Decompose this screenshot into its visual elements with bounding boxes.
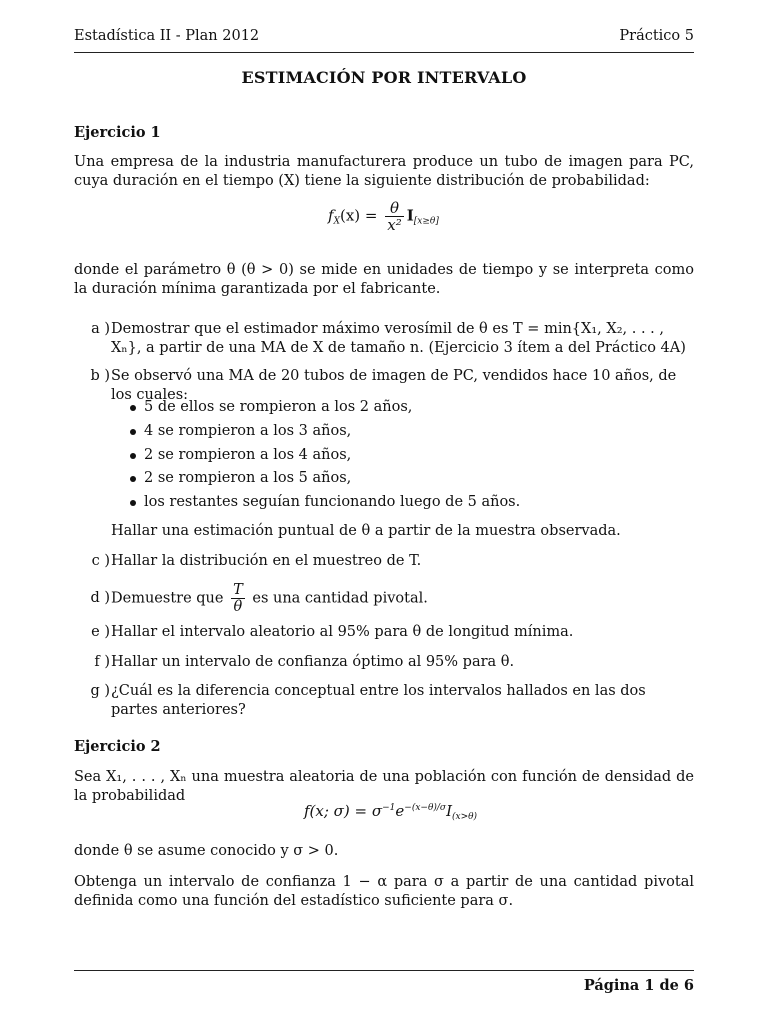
exercise-2-task: Obtenga un intervalo de confianza 1 − α para σ a partir de una cantidad pivotal definida como una función del estadístico suficiente para σ.	[74, 874, 694, 909]
exercise-1-item-f: f ) Hallar un intervalo de confianza óptimo al 95% para θ.	[94, 654, 515, 670]
item-b-conclusion: Hallar una estimación puntual de θ a partir de la muestra observada.	[111, 523, 621, 539]
bullet-item: 5 de ellos se rompieron a los 2 años,	[130, 398, 412, 417]
exercise-1-item-d: d ) Demuestre que $\frac{T}{\theta}$ es una cantidad pivotal.	[90, 582, 428, 615]
exercise-1-equation: $f_X(x)$ = $\frac{\theta}{\text{x²}}$ $I_{[x\ge\theta]}$	[328, 199, 439, 234]
exercise-2-heading: Ejercicio 2	[74, 738, 161, 755]
exercise-1-item-a: a ) Demostrar que el estimador máximo verosímil de θ es T = min{X₁, X₂, . . . , Xₙ}, a partir de una MA de X de tamaño n. (Ejercicio 3 ítem a del Práctico 4A)	[91, 321, 686, 356]
exercise-1-intro: Una empresa de la industria manufacturera produce un tubo de imagen para PC, cuya duración en el tiempo (X) tiene la siguiente distribución de probabilidad:	[74, 154, 694, 189]
header-course: Estadística II - Plan 2012	[74, 28, 260, 44]
exercise-1-heading: Ejercicio 1	[74, 124, 161, 141]
exercise-1-parameter-note: donde el parámetro θ (θ > 0) se mide en unidades de tiempo y se interpreta como la duración mínima garantizada por el fabricante.	[74, 262, 694, 297]
bullet-item: 4 se rompieron a los 3 años,	[130, 422, 351, 441]
running-header	[74, 28, 694, 44]
bullet-item: 2 se rompieron a los 5 años,	[130, 469, 351, 488]
exercise-1-item-g: g ) ¿Cuál es la diferencia conceptual entre los intervalos hallados en las dos partes anteriores?	[90, 683, 646, 718]
exercise-2-equation: f(x; $\sigma) = \sigma^{-1}e^{-(x-\theta)/\sigma}I_{(x>\theta)}$	[304, 802, 478, 822]
bullet-item: 2 se rompieron a los 4 años,	[130, 446, 351, 465]
header-practice: Práctico 5	[619, 28, 694, 44]
exercise-1-item-e: e ) Hallar el intervalo aleatorio al 95% para θ de longitud mínima.	[91, 624, 574, 640]
page-title: ESTIMACIÓN POR INTERVALO	[241, 68, 527, 87]
page-number: Página 1 de 6	[583, 977, 694, 994]
exercise-1-item-c: c ) Hallar la distribución en el muestreo de T.	[91, 553, 422, 569]
pivot-fraction: $\frac{T}{\theta}$	[233, 582, 243, 615]
exercise-2-condition: donde θ se asume conocido y σ > 0.	[74, 843, 339, 859]
header-rule	[74, 52, 694, 53]
footer-rule	[74, 970, 694, 971]
exercise-2-intro: Sea X₁, . . . , Xₙ una muestra aleatoria de una población con función de densidad de la probabilidad	[74, 769, 694, 804]
exercise-1-item-b: b ) Se observó una MA de 20 tubos de imagen de PC, vendidos hace 10 años, de los cuales:	[90, 368, 677, 403]
bullet-item: los restantes seguían funcionando luego de 5 años.	[130, 493, 520, 512]
density-fraction: $\frac{\theta}{\text{x²}}$	[387, 199, 402, 234]
